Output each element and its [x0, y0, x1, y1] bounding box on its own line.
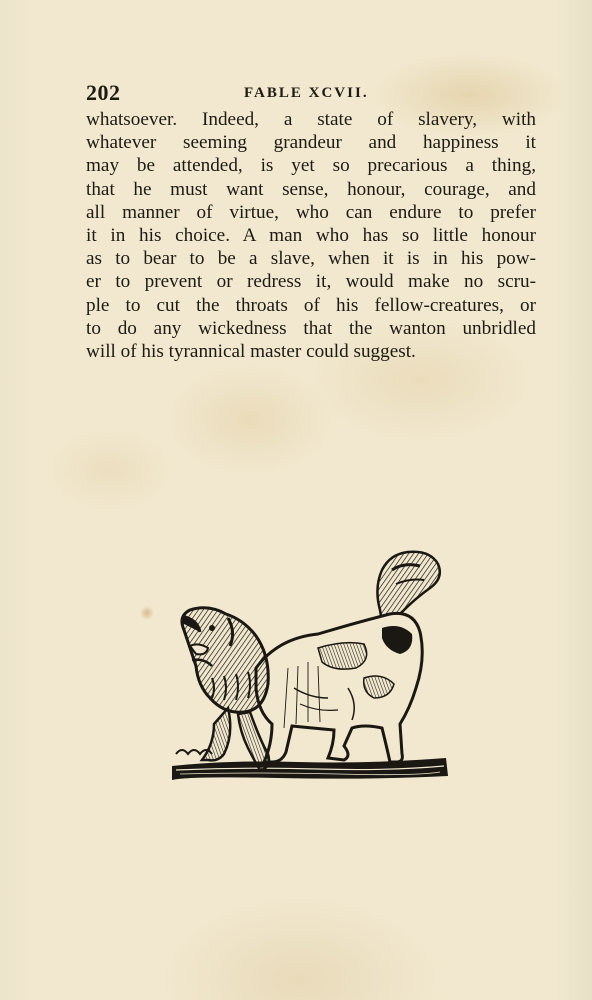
text-line: to do any wickedness that the wanton unbridled: [86, 317, 536, 339]
text-line: all manner of virtue, who can endure to prefer: [86, 201, 536, 223]
dog-head: [182, 608, 268, 712]
text-line: that he must want sense, honour, courage, and: [86, 178, 536, 200]
running-head: FABLE XCVII.: [244, 85, 369, 101]
text-line: will of his tyrannical master could suggest.: [86, 340, 416, 362]
text-line: it in his choice. A man who has so little honour: [86, 224, 536, 246]
text-line: may be attended, is yet so precarious a thing,: [86, 155, 536, 177]
body-text: [86, 108, 536, 363]
dog-tail: [377, 552, 439, 622]
dog-body: [256, 613, 422, 762]
page-header: [86, 80, 536, 108]
text-line: as to bear to be a slave, when it is in his pow-: [86, 248, 536, 270]
page-number: 202: [86, 80, 121, 105]
text-line: er to prevent or redress it, would make no scru-: [86, 271, 536, 293]
text-line: ple to cut the throats of his fellow-creatures, or: [86, 294, 536, 316]
text-line: whatever seeming grandeur and happiness it: [86, 132, 536, 154]
barking-dog-woodcut-icon: [168, 548, 450, 786]
text-line: whatsoever. Indeed, a state of slavery, with: [86, 109, 536, 130]
dog-front-legs: [202, 708, 269, 770]
